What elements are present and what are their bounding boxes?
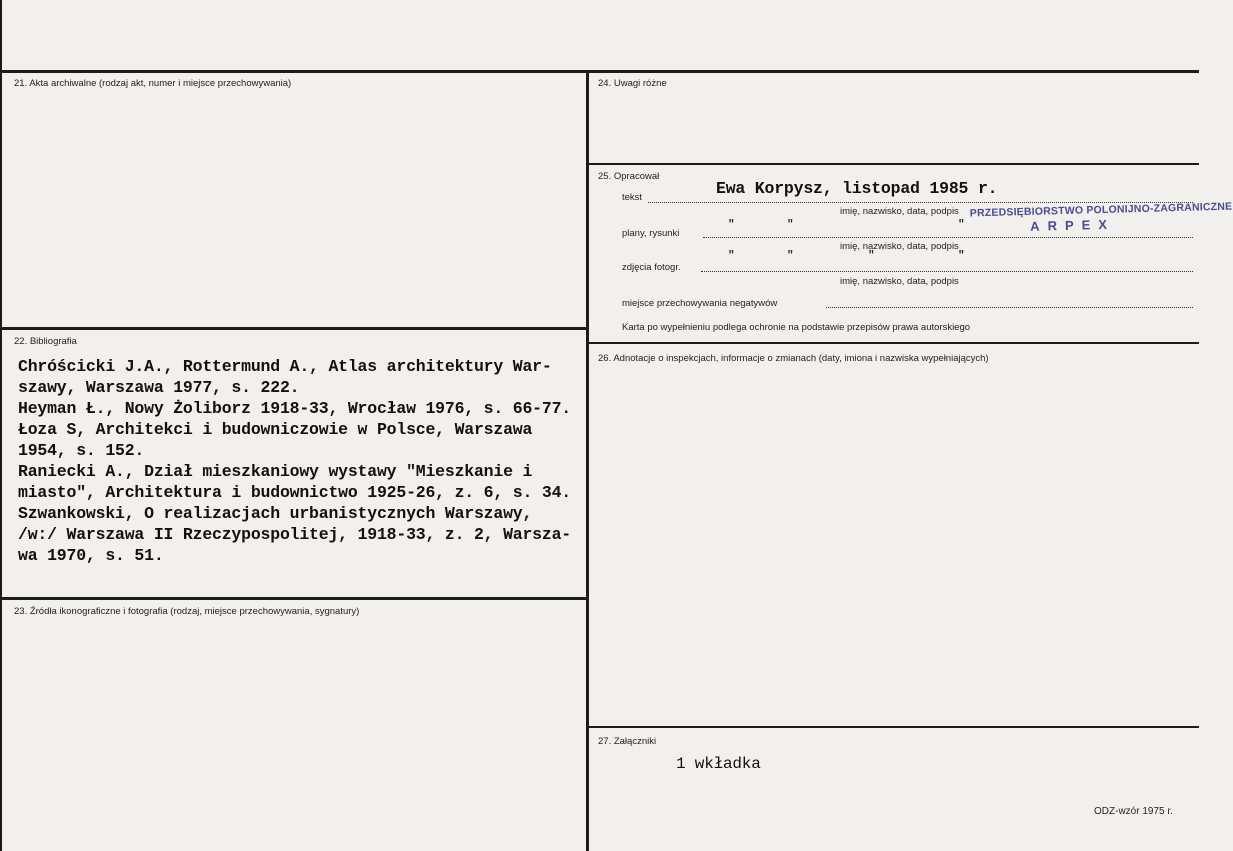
plany-ditto: " (787, 219, 794, 231)
attachments-value: 1 wkładka (676, 755, 761, 773)
rule-22-23 (0, 597, 588, 600)
rule-24-25 (588, 163, 1199, 165)
zdjecia-ditto: " (958, 250, 965, 262)
miejsce-label: miejsce przechowywania negatywów (622, 298, 778, 309)
miejsce-line (826, 307, 1193, 308)
plany-ditto: " (728, 219, 735, 231)
zdjecia-ditto: " (868, 250, 875, 262)
section-21-label: 21. Akta archiwalne (rodzaj akt, numer i miejsce przechowywania) (14, 78, 292, 89)
section-25-label: 25. Opracował (598, 171, 660, 182)
plany-ditto: " (958, 219, 965, 231)
bibliography-line: Heyman Ł., Nowy Żoliborz 1918-33, Wrocław 1976, s. 66-77. (18, 399, 571, 418)
bibliography-line: /w:/ Warszawa II Rzeczypospolitej, 1918-33, z. 2, Warsza- (18, 525, 571, 544)
rule-25-26 (588, 342, 1199, 344)
bibliography-line: Raniecki A., Dział mieszkaniowy wystawy "Mieszkanie i (18, 462, 533, 481)
section-24-label: 24. Uwagi różne (598, 78, 667, 89)
stamp-line-2: ARPEX (1029, 216, 1116, 234)
plany-line (703, 237, 1193, 238)
tekst-hint: imię, nazwisko, data, podpis (840, 206, 959, 217)
zdjecia-ditto: " (787, 250, 794, 262)
section-26-label: 26. Adnotacje o inspekcjach, informacje o zmianach (daty, imiona i nazwiska wypełniających) (598, 353, 989, 364)
bibliography-line: Chróścicki J.A., Rottermund A., Atlas architektury War- (18, 357, 552, 376)
bibliography-line: szawy, Warszawa 1977, s. 222. (18, 378, 300, 397)
bibliography-line: miasto", Architektura i budownictwo 1925-26, z. 6, s. 34. (18, 483, 571, 502)
arpex-stamp (970, 201, 1233, 236)
bibliography-line: 1954, s. 152. (18, 441, 145, 460)
center-divider (586, 70, 589, 851)
bibliography-line: Łoza S, Architekci i budowniczowie w Polsce, Warszawa (18, 420, 533, 439)
zdjecia-ditto: " (728, 250, 735, 262)
section-23-label: 23. Źródła ikonograficzne i fotografia (rodzaj, miejsce przechowywania, sygnatury) (14, 606, 360, 617)
zdjecia-hint: imię, nazwisko, data, podpis (840, 276, 959, 287)
tekst-label: tekst (622, 192, 643, 203)
bibliography-line: wa 1970, s. 51. (18, 546, 164, 565)
tekst-value: Ewa Korpysz, listopad 1985 r. (716, 179, 998, 198)
zdjecia-line (701, 271, 1193, 272)
section-27-label: 27. Załączniki (598, 736, 657, 747)
bibliography-list (18, 356, 571, 566)
top-rule (0, 70, 1199, 73)
left-edge-rule (0, 0, 2, 851)
rule-26-27 (588, 726, 1199, 728)
form-id: ODZ-wzór 1975 r. (1094, 806, 1173, 817)
copyright-note: Karta po wypełnieniu podlega ochronie na podstawie przepisów prawa autorskiego (622, 322, 971, 333)
rule-21-22 (0, 327, 588, 330)
section-22-label: 22. Bibliografia (14, 336, 77, 347)
plany-hint: imię, nazwisko, data, podpis (840, 241, 959, 252)
bibliography-line: Szwankowski, O realizacjach urbanistycznych Warszawy, (18, 504, 533, 523)
stamp-line-1: PRZEDSIĘBIORSTWO POLONIJNO-ZAGRANICZNE (969, 200, 1233, 220)
zdjecia-label: zdjęcia fotogr. (622, 262, 681, 273)
plany-label: plany, rysunki (622, 228, 680, 239)
